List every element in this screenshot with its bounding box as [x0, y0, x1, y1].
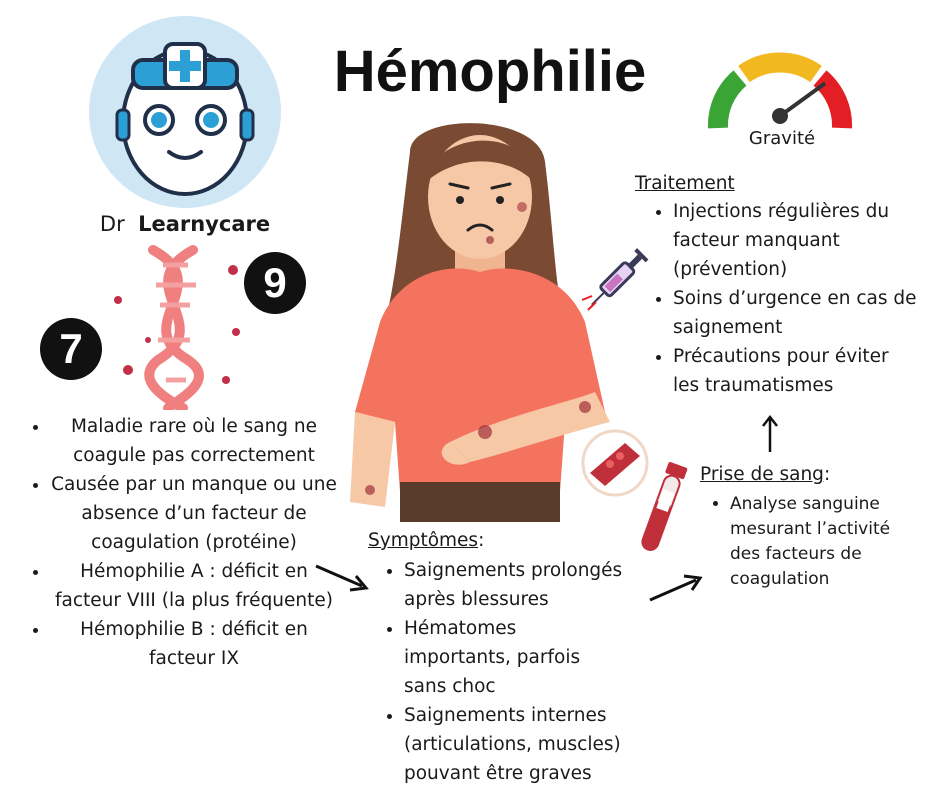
arrow-symptoms-to-test [648, 572, 704, 604]
blood-test-section [700, 462, 915, 592]
dna-icon [108, 240, 248, 410]
blood-test-list [700, 492, 915, 592]
blood-test-title [700, 462, 915, 488]
page-title: Hémophilie [333, 39, 647, 104]
symptoms-title-text: Symptômes [368, 530, 479, 551]
intro-item: • Hémophilie A : déficit en facteur VIII (la plus fréquente) [50, 557, 338, 615]
blood-test-title-suffix: : [823, 464, 831, 485]
doctor-name [60, 212, 310, 236]
symptoms-title [368, 528, 658, 554]
symptoms-list [368, 556, 658, 788]
treatment-list [635, 197, 920, 400]
symptoms-title-suffix: : [478, 530, 485, 551]
intro-item: • Causée par un manque ou une absence d’un facteur de coagulation (protéine) [50, 470, 338, 557]
intro-section [28, 412, 338, 673]
treatment-title [635, 171, 920, 197]
treatment-title-text: Traitement [635, 173, 735, 194]
doctor-brand: Learnycare [138, 212, 271, 236]
treatment-section [635, 171, 920, 400]
intro-list [28, 412, 338, 673]
doctor-avatar [85, 12, 285, 212]
blood-test-item: • Analyse sanguine mesurant l’activité des facteurs de coagulation [730, 492, 915, 592]
symptoms-section [368, 528, 658, 788]
symptom-item: • Hématomes importants, parfois sans choc [404, 614, 658, 701]
symptom-item: • Saignements prolongés après blessures [404, 556, 658, 614]
badge-nine: 9 [244, 252, 306, 314]
treatment-item: • Précautions pour éviter les traumatismes [673, 342, 920, 400]
treatment-item: • Injections régulières du facteur manquant (prévention) [673, 197, 920, 284]
gauge-needle [780, 84, 824, 116]
treatment-item: • Soins d’urgence en cas de saignement [673, 284, 920, 342]
severity-gauge [704, 40, 856, 132]
badge-seven: 7 [40, 318, 102, 380]
arrow-intro-to-symptoms [314, 562, 370, 594]
symptom-item: • Saignements internes (articulations, muscles) pouvant être graves [404, 701, 658, 788]
intro-item: • Hémophilie B : déficit en facteur IX [50, 615, 338, 673]
doctor-prefix: Dr [99, 212, 125, 236]
intro-item: • Maladie rare où le sang ne coagule pas correctement [50, 412, 338, 470]
blood-test-title-text: Prise de sang [700, 464, 824, 485]
gauge-label: Gravité [748, 128, 816, 149]
arrow-test-to-treatment [760, 414, 780, 454]
